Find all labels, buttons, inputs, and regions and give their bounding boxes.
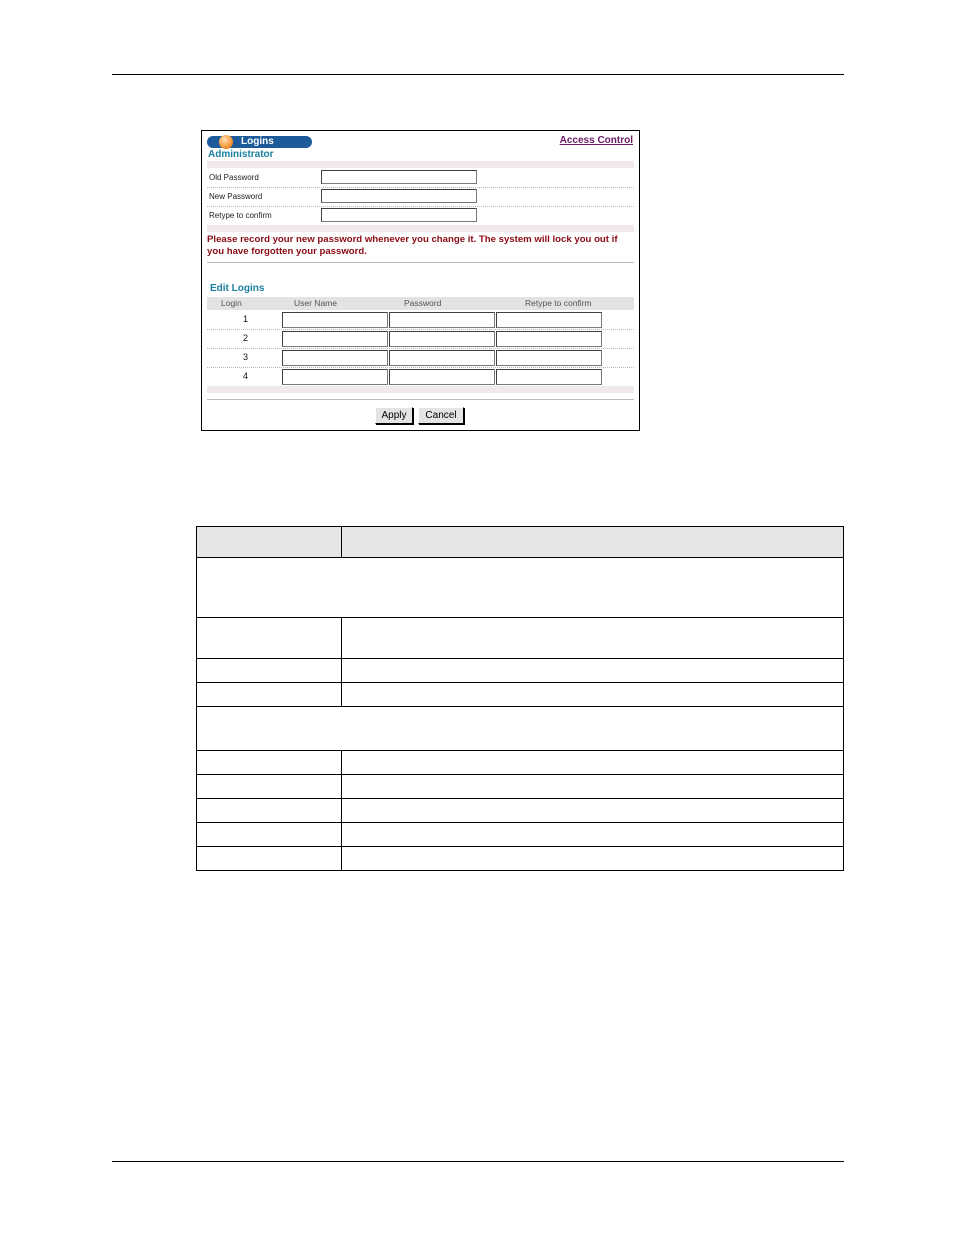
table-row [197, 683, 844, 707]
old-password-row [207, 169, 634, 188]
login-number: 4 [243, 371, 249, 381]
login-number: 2 [243, 333, 249, 343]
retype-input-1[interactable] [496, 312, 602, 328]
login-row-3 [207, 349, 634, 368]
password-input-4[interactable] [389, 369, 495, 385]
new-password-input[interactable] [321, 189, 477, 203]
access-control-link[interactable]: Access Control [559, 135, 633, 146]
retype-password-input[interactable] [321, 208, 477, 222]
table-cell [342, 683, 844, 707]
table-cell [342, 799, 844, 823]
footer-rule [112, 1161, 844, 1162]
table-section-row [197, 558, 844, 618]
user-name-input-4[interactable] [282, 369, 388, 385]
login-row-4 [207, 368, 634, 387]
apply-button[interactable]: Apply [375, 407, 413, 424]
table-cell [197, 799, 342, 823]
table-cell [197, 751, 342, 775]
login-number: 1 [243, 314, 249, 324]
table-cell [197, 558, 844, 618]
table-cell [342, 659, 844, 683]
table-row [197, 823, 844, 847]
col-password: Password [404, 298, 442, 308]
login-row-1 [207, 311, 634, 330]
section-band [207, 225, 634, 232]
edit-logins-title: Edit Logins [210, 283, 265, 294]
user-name-input-1[interactable] [282, 312, 388, 328]
new-password-row [207, 188, 634, 207]
col-retype: Retype to confirm [525, 298, 592, 308]
table-header-cell [197, 527, 342, 558]
table-cell [342, 751, 844, 775]
edit-logins-header [207, 297, 634, 310]
cancel-button[interactable]: Cancel [418, 407, 464, 424]
table-row [197, 775, 844, 799]
col-user-name: User Name [294, 298, 337, 308]
table-cell [342, 775, 844, 799]
password-warning: Please record your new password whenever you change it. The system will lock you out if you have forgotten your password. [207, 234, 618, 257]
retype-input-3[interactable] [496, 350, 602, 366]
table-header-cell [342, 527, 844, 558]
table-cell [197, 775, 342, 799]
col-login: Login [221, 298, 242, 308]
logins-tab[interactable] [207, 136, 312, 148]
table-cell [197, 683, 342, 707]
logins-screen [201, 130, 640, 431]
table-row [197, 618, 844, 659]
table-cell [197, 659, 342, 683]
password-input-3[interactable] [389, 350, 495, 366]
header-rule [112, 74, 844, 75]
table-cell [197, 847, 342, 871]
table-row [197, 659, 844, 683]
retype-password-row [207, 207, 634, 226]
divider [207, 262, 634, 263]
table-row [197, 799, 844, 823]
table-cell [342, 618, 844, 659]
divider [207, 399, 634, 400]
table-cell [342, 823, 844, 847]
new-password-label: New Password [209, 192, 263, 201]
description-table [196, 526, 844, 871]
table-row [197, 847, 844, 871]
table-row [197, 751, 844, 775]
section-band [207, 386, 634, 393]
orb-icon [219, 135, 233, 149]
user-name-input-3[interactable] [282, 350, 388, 366]
table-cell [197, 823, 342, 847]
old-password-input[interactable] [321, 170, 477, 184]
password-input-2[interactable] [389, 331, 495, 347]
retype-input-4[interactable] [496, 369, 602, 385]
table-cell [197, 707, 844, 751]
logins-tab-label: Logins [241, 136, 274, 147]
table-header-row [197, 527, 844, 558]
table-cell [342, 847, 844, 871]
password-input-1[interactable] [389, 312, 495, 328]
table-cell [197, 618, 342, 659]
login-row-2 [207, 330, 634, 349]
retype-password-label: Retype to confirm [209, 211, 272, 220]
login-number: 3 [243, 352, 249, 362]
administrator-title: Administrator [208, 149, 274, 160]
user-name-input-2[interactable] [282, 331, 388, 347]
table-section-row [197, 707, 844, 751]
section-band [207, 161, 634, 168]
old-password-label: Old Password [209, 173, 259, 182]
retype-input-2[interactable] [496, 331, 602, 347]
